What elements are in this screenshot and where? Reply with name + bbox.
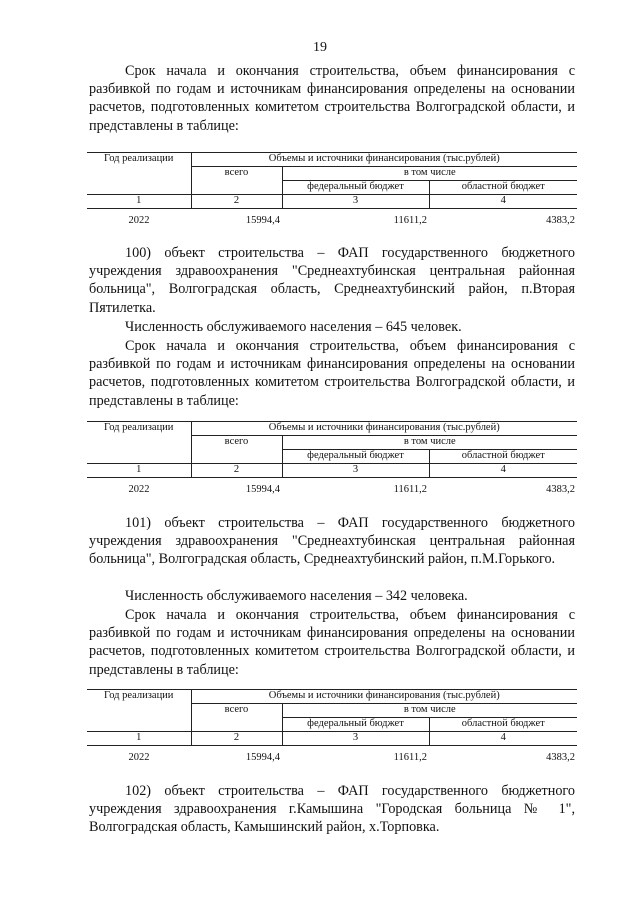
header-regional: областной бюджет (429, 450, 577, 464)
header-total: всего (191, 436, 282, 464)
header-total: всего (191, 704, 282, 732)
header-volumes: Объемы и источники финансирования (тыс.рублей) (191, 153, 577, 167)
col-num-4: 4 (429, 464, 577, 478)
table-row (87, 478, 577, 499)
paragraph-population-101: Численность обслуживаемого населения – 342 человека. (125, 588, 468, 604)
cell-regional: 4383,2 (546, 752, 576, 763)
paragraph-object-102: 102) объект строительства – ФАП государственного бюджетного учреждения здравоохранения г.Камышина "Городская больница № 1", Волгоградская область, Камышинский район, х.Торповка. (89, 783, 575, 836)
cell-federal: 11611,2 (393, 752, 427, 763)
col-num-2: 2 (191, 464, 282, 478)
table-row (87, 209, 577, 230)
cell-year: 2022 (128, 215, 150, 226)
header-including: в том числе (282, 704, 577, 718)
col-num-2: 2 (191, 732, 282, 746)
header-federal: федеральный бюджет (282, 450, 429, 464)
col-num-3: 3 (282, 464, 429, 478)
header-volumes: Объемы и источники финансирования (тыс.рублей) (191, 690, 577, 704)
col-num-4: 4 (429, 732, 577, 746)
paragraph-financing-3: Срок начала и окончания строительства, объем финансирования с разбивкой по годам и источникам финансирования определены на основании расчетов, подготовленных комитетом строительства Волгоградской области, и представлены в таблице: (89, 607, 575, 678)
header-year: Год реализации (87, 153, 191, 195)
header-federal: федеральный бюджет (282, 718, 429, 732)
cell-regional: 4383,2 (546, 484, 576, 495)
col-num-2: 2 (191, 195, 282, 209)
header-including: в том числе (282, 167, 577, 181)
col-num-1: 1 (87, 464, 191, 478)
paragraph-financing-1: Срок начала и окончания строительства, объем финансирования с разбивкой по годам и источникам финансирования определены на основании расчетов, подготовленных комитетом строительства Волгоградской области, и представлены в таблице: (89, 63, 575, 134)
header-total: всего (191, 167, 282, 195)
paragraph-object-101: 101) объект строительства – ФАП государственного бюджетного учреждения здравоохранения "Среднеахтубинская центральная районная больница", Волгоградская область, Среднеахтубинский район, п.М.Горького. (89, 515, 575, 568)
col-num-4: 4 (429, 195, 577, 209)
cell-total: 15994,4 (245, 752, 280, 763)
financing-table-3 (87, 689, 577, 766)
cell-federal: 11611,2 (393, 484, 427, 495)
header-federal: федеральный бюджет (282, 181, 429, 195)
header-year: Год реализации (87, 690, 191, 732)
col-num-1: 1 (87, 732, 191, 746)
paragraph-financing-2: Срок начала и окончания строительства, объем финансирования с разбивкой по годам и источникам финансирования определены на основании расчетов, подготовленных комитетом строительства Волгоградской области, и представлены в таблице: (89, 338, 575, 409)
header-volumes: Объемы и источники финансирования (тыс.рублей) (191, 422, 577, 436)
cell-total: 15994,4 (245, 484, 280, 495)
financing-table-2 (87, 421, 577, 498)
header-regional: областной бюджет (429, 181, 577, 195)
cell-year: 2022 (128, 752, 150, 763)
col-num-3: 3 (282, 195, 429, 209)
header-regional: областной бюджет (429, 718, 577, 732)
header-year: Год реализации (87, 422, 191, 464)
table-row (87, 746, 577, 767)
financing-table-1 (87, 152, 577, 229)
cell-year: 2022 (128, 484, 150, 495)
cell-regional: 4383,2 (546, 215, 576, 226)
col-num-1: 1 (87, 195, 191, 209)
header-including: в том числе (282, 436, 577, 450)
cell-total: 15994,4 (245, 215, 280, 226)
cell-federal: 11611,2 (393, 215, 427, 226)
paragraph-population-100: Численность обслуживаемого населения – 645 человек. (125, 319, 462, 335)
paragraph-object-100: 100) объект строительства – ФАП государственного бюджетного учреждения здравоохранения "Среднеахтубинская центральная районная больница", Волгоградская область, Среднеахтубинский район, п.Вторая Пятилетка. (89, 245, 575, 316)
page-number: 19 (313, 40, 327, 55)
col-num-3: 3 (282, 732, 429, 746)
